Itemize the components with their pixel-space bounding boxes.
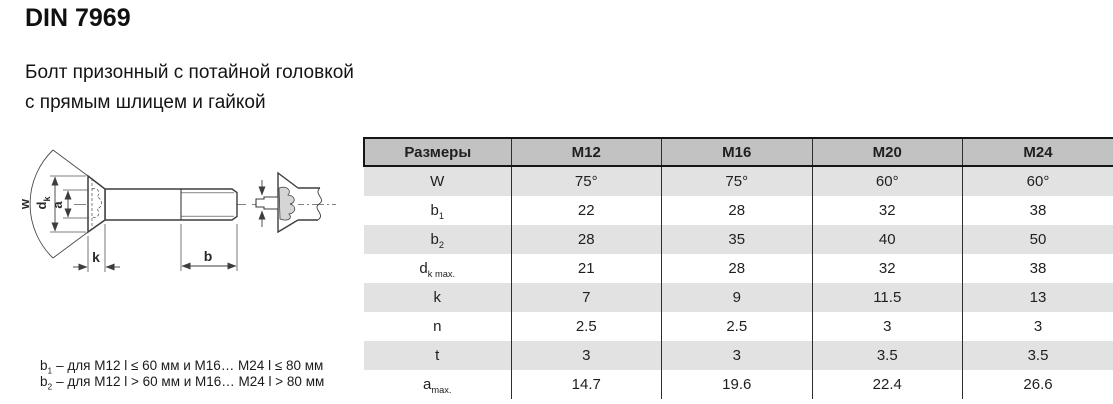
table-row-3 — [364, 254, 1113, 283]
footnote-text: – для M12 l > 60 мм и M16… M24 l > 80 мм — [56, 374, 325, 389]
footnote-text: – для M12 l ≤ 60 мм и M16… M24 l ≤ 80 мм — [56, 358, 324, 373]
row-label-subscript: 1 — [438, 211, 444, 221]
row-label — [364, 196, 511, 225]
table-row-7 — [364, 370, 1113, 399]
table-cell: 38 — [963, 196, 1113, 225]
row-label-subscript: k max. — [427, 269, 456, 279]
page-title: DIN 7969 — [25, 4, 131, 32]
subtitle-line-2: с прямым шлицем и гайкой — [25, 92, 266, 113]
table-cell: 28 — [662, 196, 813, 225]
table-cell: 40 — [812, 225, 963, 254]
row-label-symbol: b — [430, 202, 439, 219]
table-cell: 3 — [812, 312, 963, 341]
bolt-technical-drawing — [16, 140, 350, 282]
table-cell: 75° — [662, 166, 813, 196]
row-label — [364, 254, 511, 283]
row-label — [364, 283, 511, 312]
table-cell: 75° — [511, 166, 662, 196]
label-dk: $d_k$ — [34, 196, 52, 210]
label-k: k — [92, 249, 100, 265]
table-cell: 60° — [963, 166, 1113, 196]
table-cell: 3.5 — [963, 341, 1113, 370]
label-b: b — [203, 248, 213, 264]
row-label-symbol: t — [435, 347, 440, 364]
label-a: a — [50, 201, 65, 209]
table-header-col-3: M24 — [963, 138, 1113, 166]
table-cell: 9 — [662, 283, 813, 312]
table-cell: 32 — [812, 196, 963, 225]
table-cell: 2.5 — [511, 312, 662, 341]
row-label — [364, 312, 511, 341]
footnote-symbol: b — [40, 358, 48, 373]
table-cell: 28 — [662, 254, 813, 283]
table-cell: 14.7 — [511, 370, 662, 399]
dimension-k — [73, 224, 120, 272]
table-row-6 — [364, 341, 1113, 370]
table-cell: 7 — [511, 283, 662, 312]
break-line — [317, 188, 322, 220]
subtitle-line-1: Болт призонный с потайной головкой — [25, 62, 354, 83]
page-subtitle — [25, 58, 354, 118]
row-label-symbol: d — [419, 260, 428, 277]
dimensions-table-head — [364, 138, 1113, 166]
row-label-symbol: b — [430, 231, 439, 248]
bolt-head — [88, 176, 105, 232]
table-header-col-0: M12 — [511, 138, 662, 166]
table-cell: 3 — [963, 312, 1113, 341]
table-cell: 38 — [963, 254, 1113, 283]
table-cell: 3.5 — [812, 341, 963, 370]
label-w: w — [17, 198, 32, 210]
table-cell: 50 — [963, 225, 1113, 254]
table-row-4 — [364, 283, 1113, 312]
dimensions-table-body — [364, 166, 1113, 399]
table-cell: 28 — [511, 225, 662, 254]
table-cell: 13 — [963, 283, 1113, 312]
table-cell: 22.4 — [812, 370, 963, 399]
table-header-sizes: Размеры — [364, 138, 511, 166]
footnote-subscript: 1 — [47, 365, 53, 376]
footnote-symbol: b — [40, 374, 48, 389]
slot-tab — [256, 197, 278, 209]
bolt-shank — [105, 189, 237, 220]
table-cell: 32 — [812, 254, 963, 283]
table-row-5 — [364, 312, 1113, 341]
row-label-symbol: W — [430, 173, 445, 190]
row-label-symbol: a — [423, 376, 432, 393]
row-label — [364, 341, 511, 370]
table-cell: 3 — [662, 341, 813, 370]
table-header-row — [364, 138, 1113, 166]
table-header-col-1: M16 — [662, 138, 813, 166]
table-cell: 11.5 — [812, 283, 963, 312]
row-label-subscript: max. — [431, 385, 452, 395]
footnote-0 — [40, 358, 324, 374]
table-cell: 35 — [662, 225, 813, 254]
footnote-1 — [40, 374, 324, 390]
row-label — [364, 225, 511, 254]
table-row-1 — [364, 196, 1113, 225]
row-label-symbol: n — [433, 318, 442, 335]
row-label-subscript: 2 — [438, 240, 444, 250]
table-cell: 60° — [812, 166, 963, 196]
table-cell: 26.6 — [963, 370, 1113, 399]
head-section-view — [256, 173, 322, 232]
row-label-symbol: k — [433, 289, 441, 306]
footnotes — [40, 358, 324, 390]
table-header-col-2: M20 — [812, 138, 963, 166]
dimension-a — [50, 190, 89, 218]
dimensions-table — [363, 137, 1113, 399]
dimension-b — [181, 224, 237, 271]
row-label — [364, 166, 511, 196]
table-row-2 — [364, 225, 1113, 254]
footnote-subscript: 2 — [47, 381, 53, 392]
row-label — [364, 370, 511, 399]
table-cell: 19.6 — [662, 370, 813, 399]
table-row-0 — [364, 166, 1113, 196]
table-cell: 2.5 — [662, 312, 813, 341]
table-cell: 3 — [511, 341, 662, 370]
table-cell: 21 — [511, 254, 662, 283]
table-cell: 22 — [511, 196, 662, 225]
